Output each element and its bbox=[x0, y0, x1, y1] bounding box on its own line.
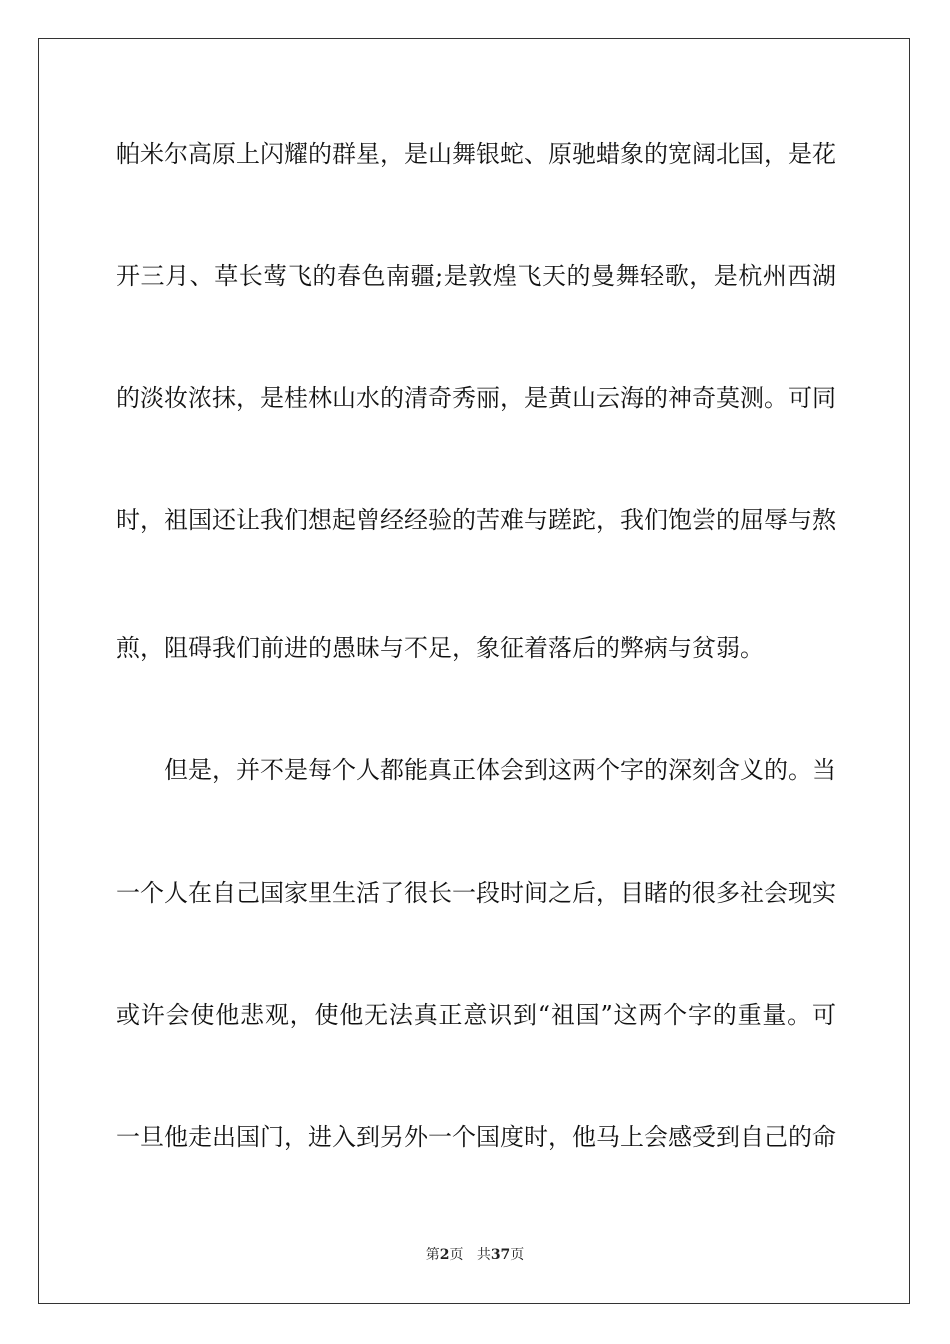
body-line-4: 时，祖国还让我们想起曾经经验的苦难与蹉跎，我们饱尝的屈辱与熬 bbox=[116, 506, 836, 534]
body-line-8: 或许会使他悲观，使他无法真正意识到“祖国”这两个字的重量。可 bbox=[116, 1001, 836, 1029]
body-line-3: 的淡妆浓抹，是桂林山水的清奇秀丽，是黄山云海的神奇莫测。可同 bbox=[116, 384, 836, 412]
body-line-6: 但是，并不是每个人都能真正体会到这两个字的深刻含义的。当 bbox=[164, 756, 836, 784]
body-line-2: 开三月、草长莺飞的春色南疆;是敦煌飞天的曼舞轻歌，是杭州西湖 bbox=[116, 262, 836, 290]
page-number: 2 bbox=[439, 1247, 450, 1263]
body-line-1: 帕米尔高原上闪耀的群星，是山舞银蛇、原驰蜡象的宽阔北国，是花 bbox=[116, 140, 836, 168]
page-prefix: 第 bbox=[425, 1247, 440, 1263]
total-suffix: 页 bbox=[510, 1247, 525, 1263]
body-line-9: 一旦他走出国门，进入到另外一个国度时，他马上会感受到自己的命 bbox=[116, 1123, 836, 1151]
page-suffix: 页 bbox=[449, 1247, 464, 1263]
page-footer bbox=[0, 1246, 950, 1264]
total-pages: 37 bbox=[490, 1247, 511, 1263]
page-border bbox=[38, 38, 910, 1304]
body-line-7: 一个人在自己国家里生活了很长一段时间之后，目睹的很多社会现实 bbox=[116, 879, 836, 907]
total-prefix: 共 bbox=[476, 1247, 491, 1263]
body-line-5: 煎，阻碍我们前进的愚昧与不足，象征着落后的弊病与贫弱。 bbox=[116, 634, 764, 662]
